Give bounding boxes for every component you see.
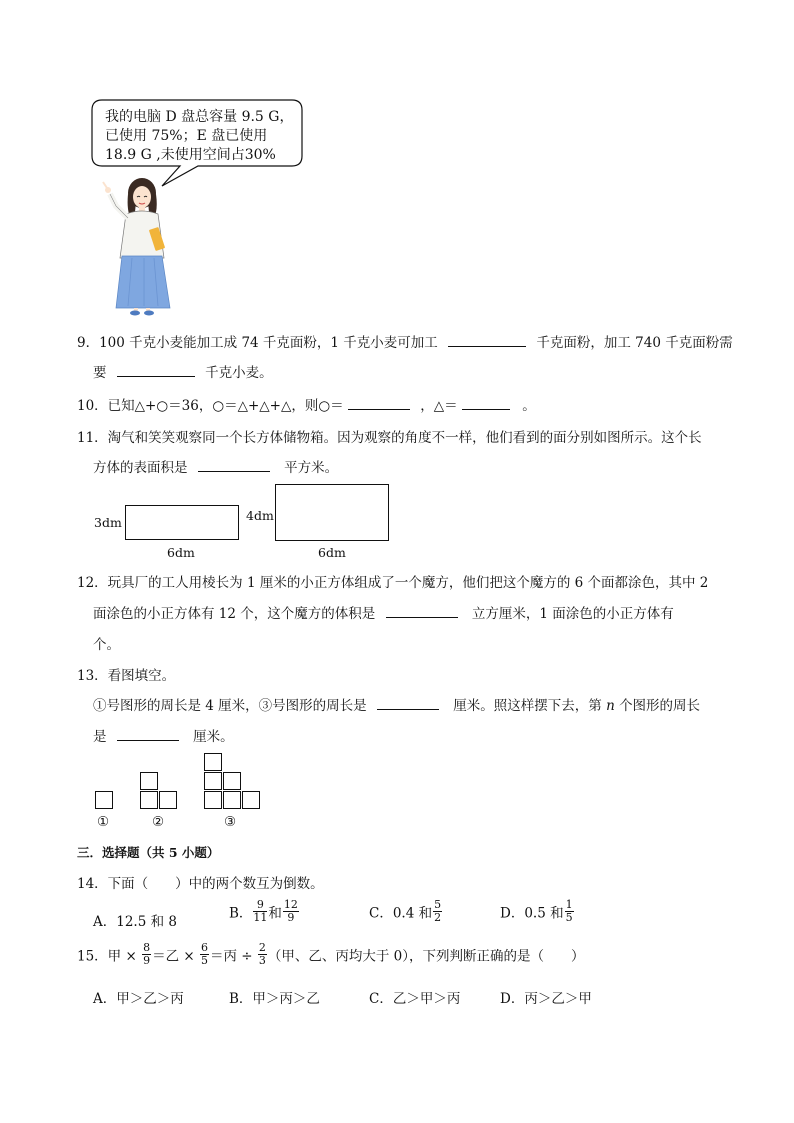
q14-fraction-9-11: $\frac{9}{11}$ [253, 898, 268, 924]
question-9-line-1 [77, 331, 733, 351]
question-11-line-1: 11．淘气和笑笑观察同一个长方体储物箱。因为观察的角度不一样，他们看到的面分别如图所示。这个长 [77, 430, 702, 446]
q15-option-d[interactable]: D．丙＞乙＞甲 [500, 991, 592, 1007]
q14-option-d-label: D．0.5 和 [500, 905, 564, 922]
q9-text-c: 要 [93, 365, 107, 381]
q15-fraction-2-3: $\frac{2}{3}$ [258, 941, 266, 967]
q9-text-b: 千克面粉，加工 740 千克面粉需 [536, 335, 733, 351]
q12-blank[interactable] [386, 603, 458, 618]
question-13-title: 13．看图填空。 [77, 668, 176, 684]
q13-blank-1[interactable] [377, 695, 439, 710]
q13-variable-n: n [606, 698, 615, 714]
rect-face-2 [275, 484, 389, 541]
rect-2-width-label: 6dm [318, 545, 346, 560]
q15-mid-2: ＝丙 ÷ [209, 948, 253, 965]
q9-text-d: 千克小麦。 [205, 365, 273, 381]
q14-option-c-label: C．0.4 和 [369, 905, 433, 922]
q15-suffix: （甲、乙、丙均大于 0），下列判断正确的是（ ） [267, 948, 585, 965]
figure-label-2: ② [152, 814, 165, 830]
q15-mid-1: ＝乙 × [152, 948, 195, 965]
q14-fraction-1-5: $\frac{1}{5}$ [565, 898, 573, 924]
q11-text-a: 方体的表面积是 [93, 460, 188, 476]
figure-label-1: ① [97, 814, 110, 830]
q9-blank-2[interactable] [117, 362, 195, 377]
bubble-text-line-3: 18.9 G ,未使用空间占30% [105, 147, 276, 163]
q14-fraction-5-2: $\frac{5}{2}$ [434, 898, 442, 924]
rect-face-1 [125, 505, 239, 540]
q10-blank-1[interactable] [348, 395, 410, 410]
q10-blank-2[interactable] [462, 395, 510, 410]
rect-1-width-label: 6dm [167, 545, 195, 560]
q14-and: 和 [268, 905, 282, 922]
q11-text-b: 平方米。 [284, 460, 339, 476]
q14-option-d[interactable] [500, 899, 575, 924]
question-9-line-2 [93, 361, 273, 381]
q13-text-e: 厘米。 [193, 729, 234, 745]
q13-blank-2[interactable] [117, 726, 179, 741]
rect-1-height-label: 3dm [94, 515, 122, 530]
q12-text-a: 面涂色的小正方体有 12 个，这个魔方的体积是 [93, 606, 376, 622]
bubble-text-line-1: 我的电脑 D 盘总容量 9.5 G， [105, 109, 294, 125]
q12-text-b: 立方厘米，1 面涂色的小正方体有 [471, 606, 674, 622]
q9-text-a: 9．100 千克小麦能加工成 74 千克面粉，1 千克小麦可加工 [77, 335, 438, 351]
q15-option-b[interactable]: B．甲＞丙＞乙 [229, 991, 320, 1007]
q10-text-c: 。 [522, 398, 536, 414]
question-12-line-1: 12．玩具厂的工人用棱长为 1 厘米的小正方体组成了一个魔方，他们把这个魔方的 6 个面都涂色，其中 2 [77, 575, 709, 591]
q9-blank-1[interactable] [448, 332, 526, 347]
question-14: 14．下面（ ）中的两个数互为倒数。 [77, 876, 324, 892]
q15-option-a[interactable]: A．甲＞乙＞丙 [93, 991, 184, 1007]
q10-text-a: 10．已知△+○＝36，○＝△+△+△，则○＝ [77, 398, 344, 414]
question-13-line-1 [93, 694, 700, 714]
question-11-line-2 [93, 456, 338, 476]
q14-option-c[interactable] [369, 899, 443, 924]
q15-option-c[interactable]: C．乙＞甲＞丙 [369, 991, 461, 1007]
q13-text-a: ①号图形的周长是 4 厘米，③号图形的周长是 [93, 698, 367, 714]
q15-prefix: 15．甲 × [77, 948, 137, 965]
bubble-text-line-2: 已使用 75%；E 盘已使用 [105, 128, 268, 144]
q15-fraction-6-5: $\frac{6}{5}$ [200, 941, 208, 967]
q14-option-a[interactable]: A．12.5 和 8 [93, 914, 177, 930]
question-15 [77, 942, 585, 967]
question-10 [77, 394, 536, 414]
q13-text-d: 是 [93, 729, 107, 745]
section-3-title: 三．选择题（共 5 小题） [77, 845, 220, 860]
q14-option-b-label: B． [229, 905, 253, 922]
rect-2-height-label: 4dm [246, 508, 274, 523]
q14-option-b[interactable] [229, 899, 300, 924]
q11-blank[interactable] [198, 457, 270, 472]
figure-label-3: ③ [224, 814, 237, 830]
question-13-line-2 [93, 725, 234, 745]
q14-fraction-12-9: $\frac{12}{9}$ [283, 898, 298, 924]
question-12-line-2 [93, 602, 674, 622]
q13-text-b: 厘米。照这样摆下去，第 [453, 698, 602, 714]
q10-text-b: ，△＝ [420, 398, 458, 414]
question-12-line-3: 个。 [93, 637, 120, 653]
q15-fraction-8-9: $\frac{8}{9}$ [143, 941, 151, 967]
q13-text-c: 个图形的周长 [619, 698, 701, 714]
